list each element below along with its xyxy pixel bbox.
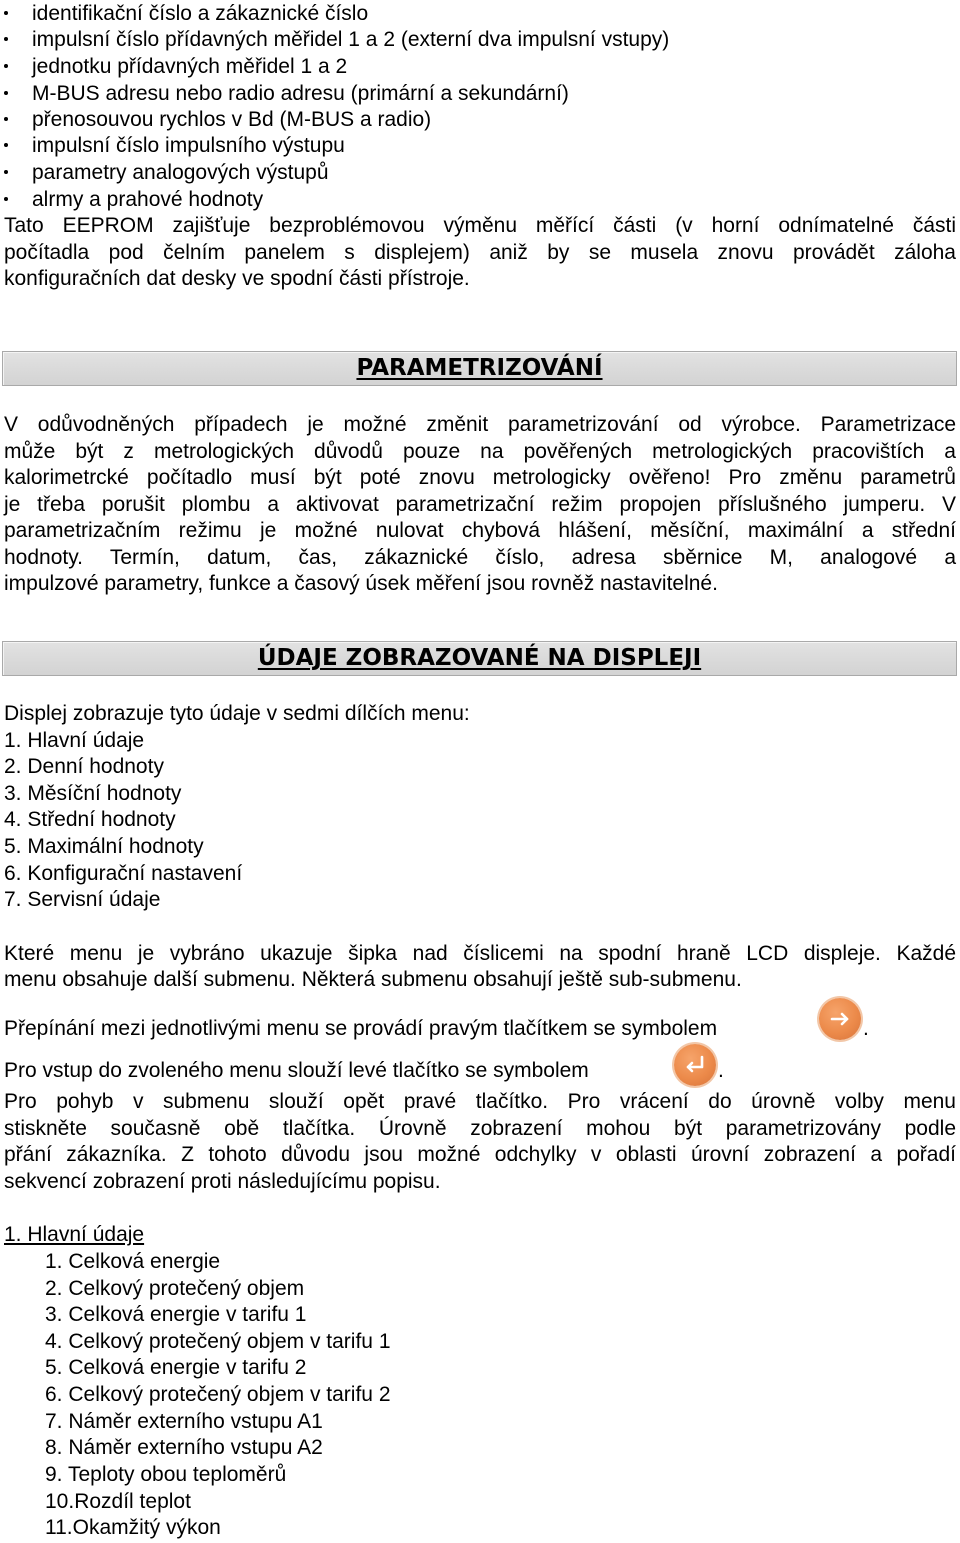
list-item: 1. Hlavní údaje: [4, 729, 145, 752]
arrow-right-icon: [819, 998, 861, 1040]
sentence-period: .: [863, 1017, 869, 1040]
paragraph-line: sekvencí zobrazení proti následujícímu popisu.: [4, 1170, 441, 1193]
paragraph-line: impulzové parametry, funkce a časový úsek měření jsou rovněž nastavitelné.: [4, 572, 718, 595]
paragraph-line: počítadla pod čelním panelem s displejem) aniž by se musela znovu provádět záloha: [4, 241, 956, 264]
list-item: 5. Celková energie v tarifu 2: [45, 1356, 307, 1379]
list-item: 1. Celková energie: [45, 1250, 221, 1273]
enter-instruction: [4, 1057, 956, 1084]
switch-instruction-text: Přepínání mezi jednotlivými menu se provádí pravým tlačítkem se symbolem: [4, 1017, 718, 1040]
arrow-right-glyph: [819, 998, 861, 1040]
main-data-title: [4, 1221, 956, 1248]
list-item: 3. Měsíční hodnoty: [4, 782, 182, 805]
sentence-period: .: [718, 1059, 724, 1082]
list-item: 7. Náměr externího vstupu A1: [45, 1410, 323, 1433]
paragraph-line: je třeba porušit plombu a aktivovat parametrizační režim propojen příslušného jumperu. V: [4, 493, 956, 516]
paragraph-line: přání zákazníka. Z tohoto důvodu jsou možné odchylky v oblasti úrovní zobrazení a pořadí: [4, 1143, 956, 1166]
list-item: 9. Teploty obou teploměrů: [45, 1463, 287, 1486]
list-item: 10.Rozdíl teplot: [45, 1490, 191, 1513]
paragraph-line: hodnoty. Termín, datum, čas, zákaznické číslo, adresa sběrnice M, analogové a: [4, 546, 956, 569]
list-item: 2. Denní hodnoty: [4, 755, 164, 778]
list-item: 2. Celkový protečený objem: [45, 1277, 305, 1300]
paragraph-line: parametrizačním režimu je možné nulovat chybová hlášení, měsíční, maximální a střední: [4, 519, 956, 542]
enter-return-glyph: [674, 1044, 716, 1086]
list-item: 6. Celkový protečený objem v tarifu 2: [45, 1383, 391, 1406]
section-heading-udaje: [2, 641, 957, 676]
enter-instruction-text: Pro vstup do zvoleného menu slouží levé tlačítko se symbolem: [4, 1059, 589, 1082]
list-item: 8. Náměr externího vstupu A2: [45, 1436, 323, 1459]
enter-return-icon: [674, 1044, 716, 1086]
list-item: 5. Maximální hodnoty: [4, 835, 204, 858]
paragraph-line: konfiguračních dat desky ve spodní části přístroje.: [4, 267, 470, 290]
paragraph-line: stiskněte současně obě tlačítka. Úrovně zobrazení mohou být parametrizovány podle: [4, 1117, 956, 1140]
section-heading-text: ÚDAJE ZOBRAZOVANÉ NA DISPLEJI: [257, 645, 702, 671]
switch-instruction: [4, 1015, 956, 1042]
paragraph-line: Tato EEPROM zajišťuje bezproblémovou výměnu měřící části (v horní odnímatelné části: [4, 214, 956, 237]
list-item: 4. Střední hodnoty: [4, 808, 176, 831]
section-heading-parametrizovani: [2, 351, 957, 386]
paragraph-line: Pro pohyb v submenu slouží opět pravé tlačítko. Pro vrácení do úrovně volby menu: [4, 1090, 956, 1113]
paragraph-line: menu obsahuje další submenu. Některá submenu obsahují ještě sub-submenu.: [4, 968, 742, 991]
paragraph-line: může být z metrologických důvodů pouze na pověřených metrologických pracovištích a: [4, 440, 956, 463]
section-heading-text: PARAMETRIZOVÁNÍ: [356, 355, 603, 381]
paragraph-line: V odůvodněných případech je možné změnit parametrizování od výrobce. Parametrizace: [4, 413, 956, 436]
list-item: 3. Celková energie v tarifu 1: [45, 1303, 307, 1326]
list-item: 11.Okamžitý výkon: [45, 1516, 221, 1539]
list-item: 6. Konfigurační nastavení: [4, 862, 243, 885]
list-item: 4. Celkový protečený objem v tarifu 1: [45, 1330, 391, 1353]
display-intro: Displej zobrazuje tyto údaje v sedmi dílčích menu:: [4, 702, 470, 725]
list-item: 7. Servisní údaje: [4, 888, 161, 911]
main-data-title-text: 1. Hlavní údaje: [4, 1223, 145, 1246]
paragraph-line: Které menu je vybráno ukazuje šipka nad číslicemi na spodní hraně LCD displeje. Každé: [4, 942, 956, 965]
paragraph-line: kalorimetrcké počítadlo musí být poté znovu metrologicky ověřeno! Pro změnu parametrů: [4, 466, 956, 489]
